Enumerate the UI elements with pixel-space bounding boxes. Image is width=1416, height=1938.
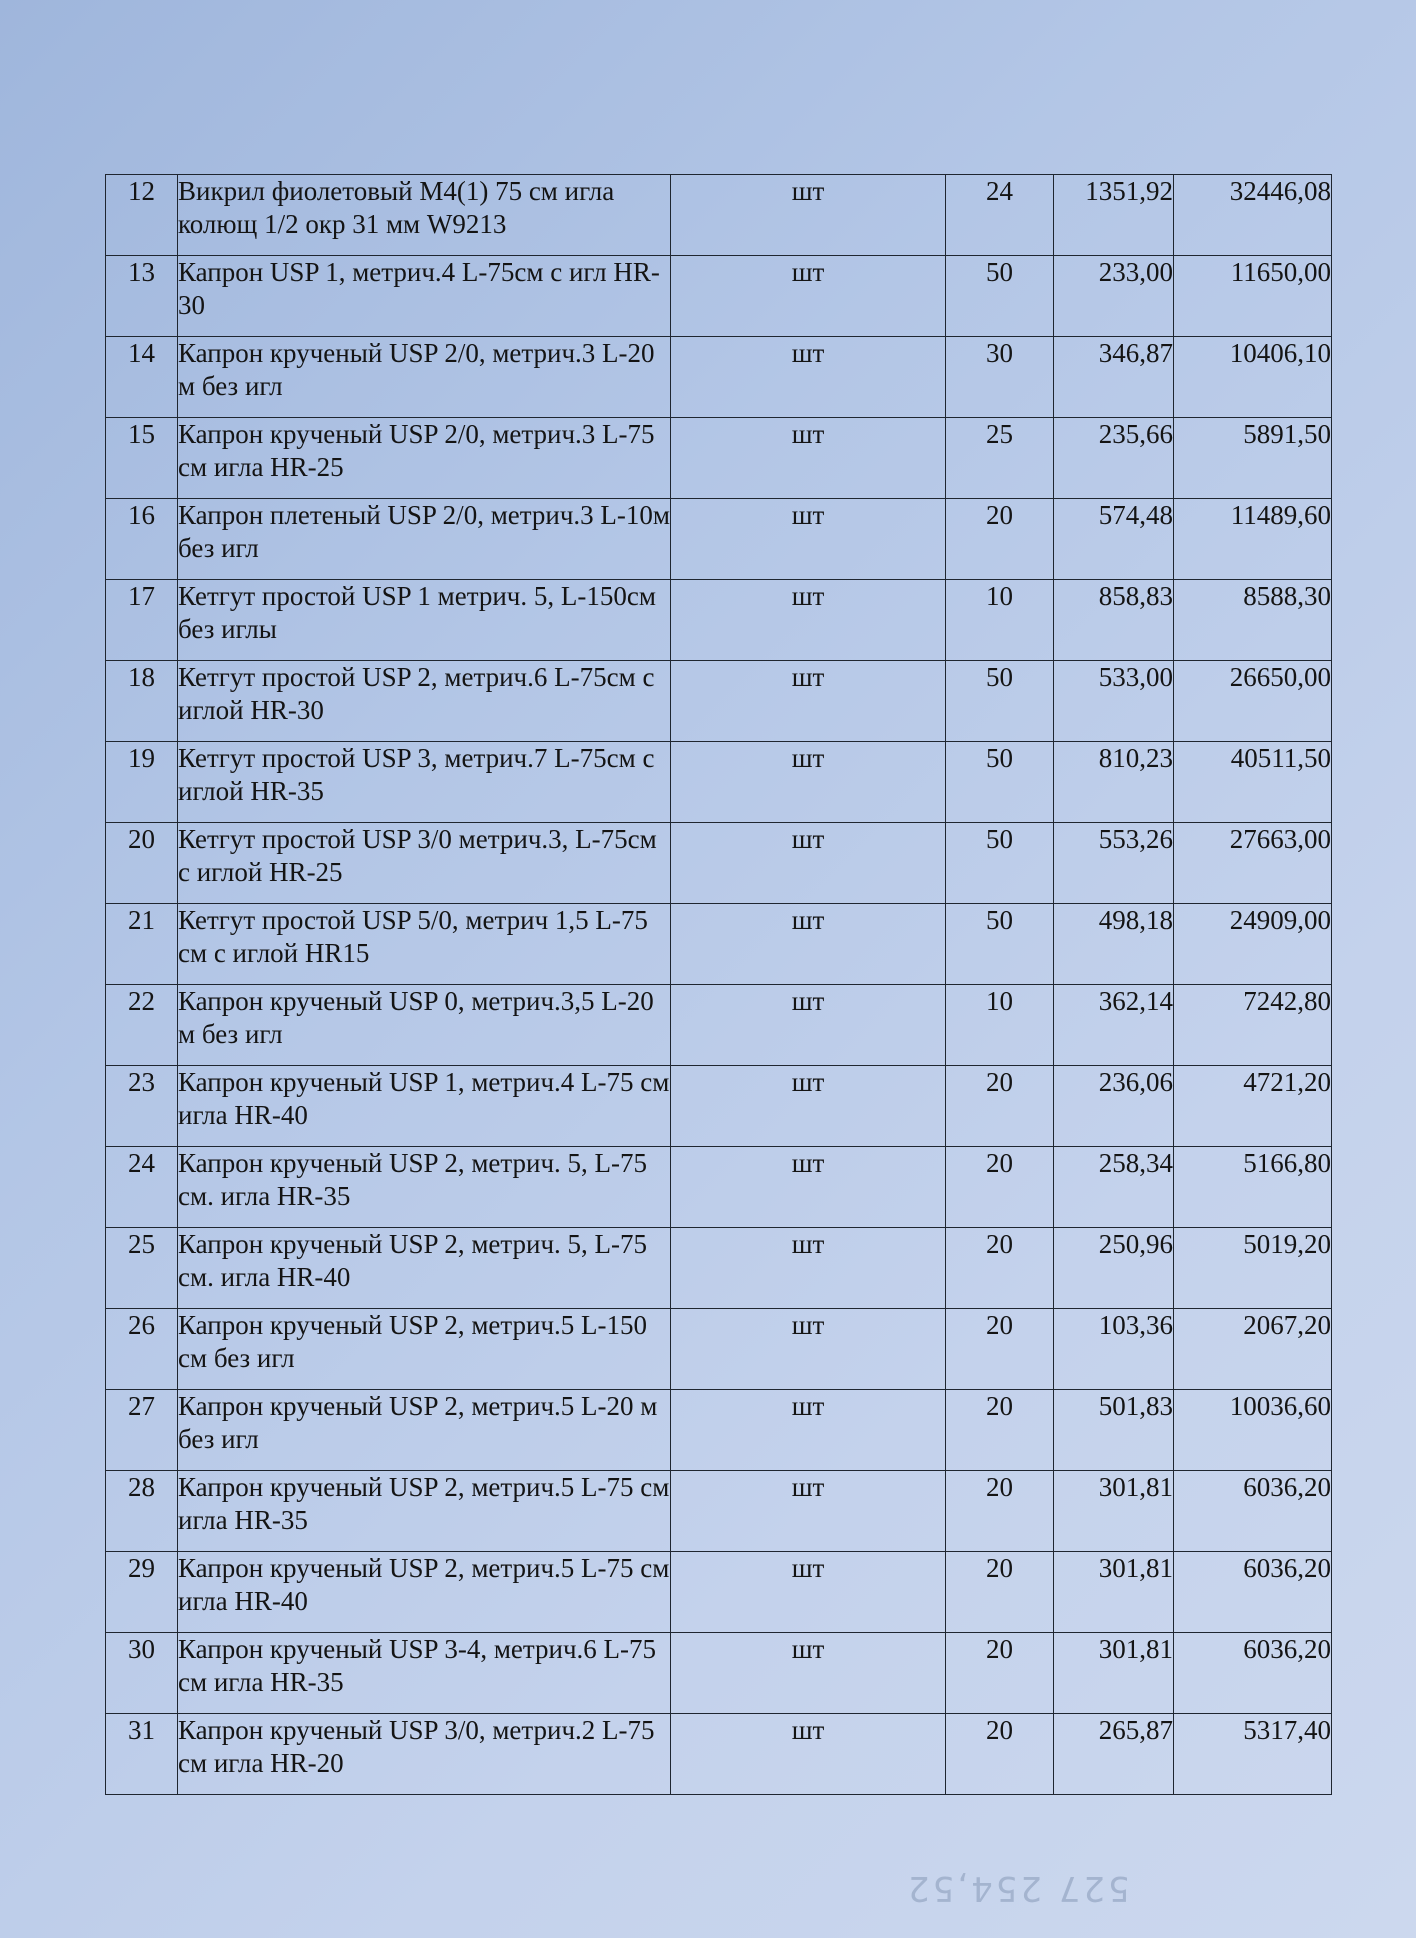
unit-cell: шт (671, 1228, 946, 1309)
item-name-cell: Капрон крученый USP 0, метрич.3,5 L-20 м без игл (178, 985, 671, 1066)
quantity-cell: 20 (946, 1147, 1054, 1228)
sum-cell: 6036,20 (1174, 1552, 1332, 1633)
price-cell: 362,14 (1054, 985, 1174, 1066)
table-row (106, 661, 1332, 742)
price-cell: 533,00 (1054, 661, 1174, 742)
price-cell: 258,34 (1054, 1147, 1174, 1228)
unit-cell: шт (671, 418, 946, 499)
item-name-cell: Капрон крученый USP 2, метрич.5 L-75 см игла HR-40 (178, 1552, 671, 1633)
row-number-cell: 17 (106, 580, 178, 661)
quantity-cell: 50 (946, 661, 1054, 742)
unit-cell: шт (671, 1309, 946, 1390)
sum-cell: 10036,60 (1174, 1390, 1332, 1471)
quantity-cell: 30 (946, 337, 1054, 418)
quantity-cell: 20 (946, 1066, 1054, 1147)
unit-cell: шт (671, 1633, 946, 1714)
price-cell: 1351,92 (1054, 175, 1174, 256)
unit-cell: шт (671, 1390, 946, 1471)
quantity-cell: 24 (946, 175, 1054, 256)
unit-cell: шт (671, 337, 946, 418)
unit-cell: шт (671, 742, 946, 823)
sum-cell: 5166,80 (1174, 1147, 1332, 1228)
table-row (106, 418, 1332, 499)
table-row (106, 256, 1332, 337)
unit-cell: шт (671, 661, 946, 742)
sum-cell: 10406,10 (1174, 337, 1332, 418)
item-name-cell: Капрон крученый USP 1, метрич.4 L-75 см игла HR-40 (178, 1066, 671, 1147)
quantity-cell: 50 (946, 742, 1054, 823)
sum-cell: 26650,00 (1174, 661, 1332, 742)
table-row (106, 985, 1332, 1066)
item-name-cell: Капрон плетеный USP 2/0, метрич.3 L-10м без игл (178, 499, 671, 580)
quantity-cell: 10 (946, 985, 1054, 1066)
price-cell: 301,81 (1054, 1633, 1174, 1714)
sum-cell: 24909,00 (1174, 904, 1332, 985)
price-cell: 236,06 (1054, 1066, 1174, 1147)
quantity-cell: 20 (946, 499, 1054, 580)
quantity-cell: 10 (946, 580, 1054, 661)
row-number-cell: 16 (106, 499, 178, 580)
row-number-cell: 31 (106, 1714, 178, 1795)
quantity-cell: 20 (946, 1228, 1054, 1309)
table-row (106, 1228, 1332, 1309)
row-number-cell: 19 (106, 742, 178, 823)
item-name-cell: Капрон крученый USP 2, метрич.5 L-75 см игла HR-35 (178, 1471, 671, 1552)
price-cell: 574,48 (1054, 499, 1174, 580)
table-row (106, 1552, 1332, 1633)
items-table (105, 174, 1332, 1795)
quantity-cell: 50 (946, 904, 1054, 985)
item-name-cell: Кетгут простой USP 3, метрич.7 L-75см с иглой HR-35 (178, 742, 671, 823)
sum-cell: 11489,60 (1174, 499, 1332, 580)
item-name-cell: Капрон USP 1, метрич.4 L-75см с игл HR-30 (178, 256, 671, 337)
quantity-cell: 25 (946, 418, 1054, 499)
item-name-cell: Капрон крученый USP 2, метрич.5 L-150 см без игл (178, 1309, 671, 1390)
row-number-cell: 23 (106, 1066, 178, 1147)
unit-cell: шт (671, 1471, 946, 1552)
item-name-cell: Кетгут простой USP 5/0, метрич 1,5 L-75 см с иглой HR15 (178, 904, 671, 985)
quantity-cell: 20 (946, 1309, 1054, 1390)
price-cell: 346,87 (1054, 337, 1174, 418)
item-name-cell: Кетгут простой USP 1 метрич. 5, L-150см без иглы (178, 580, 671, 661)
unit-cell: шт (671, 580, 946, 661)
price-cell: 265,87 (1054, 1714, 1174, 1795)
unit-cell: шт (671, 823, 946, 904)
table-row (106, 1147, 1332, 1228)
sum-cell: 5891,50 (1174, 418, 1332, 499)
price-cell: 233,00 (1054, 256, 1174, 337)
sum-cell: 6036,20 (1174, 1471, 1332, 1552)
price-cell: 501,83 (1054, 1390, 1174, 1471)
item-name-cell: Капрон крученый USP 3-4, метрич.6 L-75 см игла HR-35 (178, 1633, 671, 1714)
sum-cell: 5317,40 (1174, 1714, 1332, 1795)
row-number-cell: 12 (106, 175, 178, 256)
unit-cell: шт (671, 985, 946, 1066)
price-cell: 858,83 (1054, 580, 1174, 661)
sum-cell: 40511,50 (1174, 742, 1332, 823)
price-cell: 235,66 (1054, 418, 1174, 499)
price-cell: 103,36 (1054, 1309, 1174, 1390)
sum-cell: 6036,20 (1174, 1633, 1332, 1714)
row-number-cell: 30 (106, 1633, 178, 1714)
item-name-cell: Викрил фиолетовый М4(1) 75 см игла колющ 1/2 окр 31 мм W9213 (178, 175, 671, 256)
table-row (106, 1066, 1332, 1147)
row-number-cell: 24 (106, 1147, 178, 1228)
row-number-cell: 20 (106, 823, 178, 904)
unit-cell: шт (671, 175, 946, 256)
unit-cell: шт (671, 904, 946, 985)
unit-cell: шт (671, 1552, 946, 1633)
sum-cell: 7242,80 (1174, 985, 1332, 1066)
item-name-cell: Капрон крученый USP 3/0, метрич.2 L-75 см игла HR-20 (178, 1714, 671, 1795)
table-row (106, 337, 1332, 418)
unit-cell: шт (671, 1066, 946, 1147)
row-number-cell: 28 (106, 1471, 178, 1552)
sum-cell: 5019,20 (1174, 1228, 1332, 1309)
quantity-cell: 20 (946, 1471, 1054, 1552)
row-number-cell: 18 (106, 661, 178, 742)
item-name-cell: Капрон крученый USP 2, метрич. 5, L-75 см. игла HR-35 (178, 1147, 671, 1228)
item-name-cell: Капрон крученый USP 2, метрич. 5, L-75 см. игла HR-40 (178, 1228, 671, 1309)
table-row (106, 499, 1332, 580)
unit-cell: шт (671, 1714, 946, 1795)
row-number-cell: 26 (106, 1309, 178, 1390)
quantity-cell: 50 (946, 256, 1054, 337)
sum-cell: 4721,20 (1174, 1066, 1332, 1147)
table-row (106, 1633, 1332, 1714)
price-cell: 810,23 (1054, 742, 1174, 823)
items-table-body (106, 175, 1332, 1795)
item-name-cell: Капрон крученый USP 2/0, метрич.3 L-75 см игла HR-25 (178, 418, 671, 499)
row-number-cell: 15 (106, 418, 178, 499)
table-row (106, 823, 1332, 904)
price-cell: 250,96 (1054, 1228, 1174, 1309)
row-number-cell: 27 (106, 1390, 178, 1471)
table-row (106, 175, 1332, 256)
price-cell: 553,26 (1054, 823, 1174, 904)
unit-cell: шт (671, 499, 946, 580)
table-row (106, 580, 1332, 661)
price-cell: 301,81 (1054, 1552, 1174, 1633)
row-number-cell: 29 (106, 1552, 178, 1633)
quantity-cell: 20 (946, 1714, 1054, 1795)
row-number-cell: 22 (106, 985, 178, 1066)
table-row (106, 1471, 1332, 1552)
sum-cell: 11650,00 (1174, 256, 1332, 337)
item-name-cell: Кетгут простой USP 2, метрич.6 L-75см с иглой HR-30 (178, 661, 671, 742)
item-name-cell: Кетгут простой USP 3/0 метрич.3, L-75см с иглой HR-25 (178, 823, 671, 904)
sum-cell: 27663,00 (1174, 823, 1332, 904)
quantity-cell: 50 (946, 823, 1054, 904)
item-name-cell: Капрон крученый USP 2, метрич.5 L-20 м без игл (178, 1390, 671, 1471)
table-row (106, 1309, 1332, 1390)
pencil-note: 527 254,52 (905, 1868, 1130, 1908)
price-cell: 498,18 (1054, 904, 1174, 985)
table-row (106, 1390, 1332, 1471)
table-row (106, 904, 1332, 985)
item-name-cell: Капрон крученый USP 2/0, метрич.3 L-20 м без игл (178, 337, 671, 418)
unit-cell: шт (671, 256, 946, 337)
quantity-cell: 20 (946, 1390, 1054, 1471)
row-number-cell: 14 (106, 337, 178, 418)
table-row (106, 742, 1332, 823)
sum-cell: 2067,20 (1174, 1309, 1332, 1390)
unit-cell: шт (671, 1147, 946, 1228)
row-number-cell: 25 (106, 1228, 178, 1309)
price-cell: 301,81 (1054, 1471, 1174, 1552)
row-number-cell: 21 (106, 904, 178, 985)
quantity-cell: 20 (946, 1633, 1054, 1714)
table-row (106, 1714, 1332, 1795)
sum-cell: 8588,30 (1174, 580, 1332, 661)
sum-cell: 32446,08 (1174, 175, 1332, 256)
row-number-cell: 13 (106, 256, 178, 337)
quantity-cell: 20 (946, 1552, 1054, 1633)
